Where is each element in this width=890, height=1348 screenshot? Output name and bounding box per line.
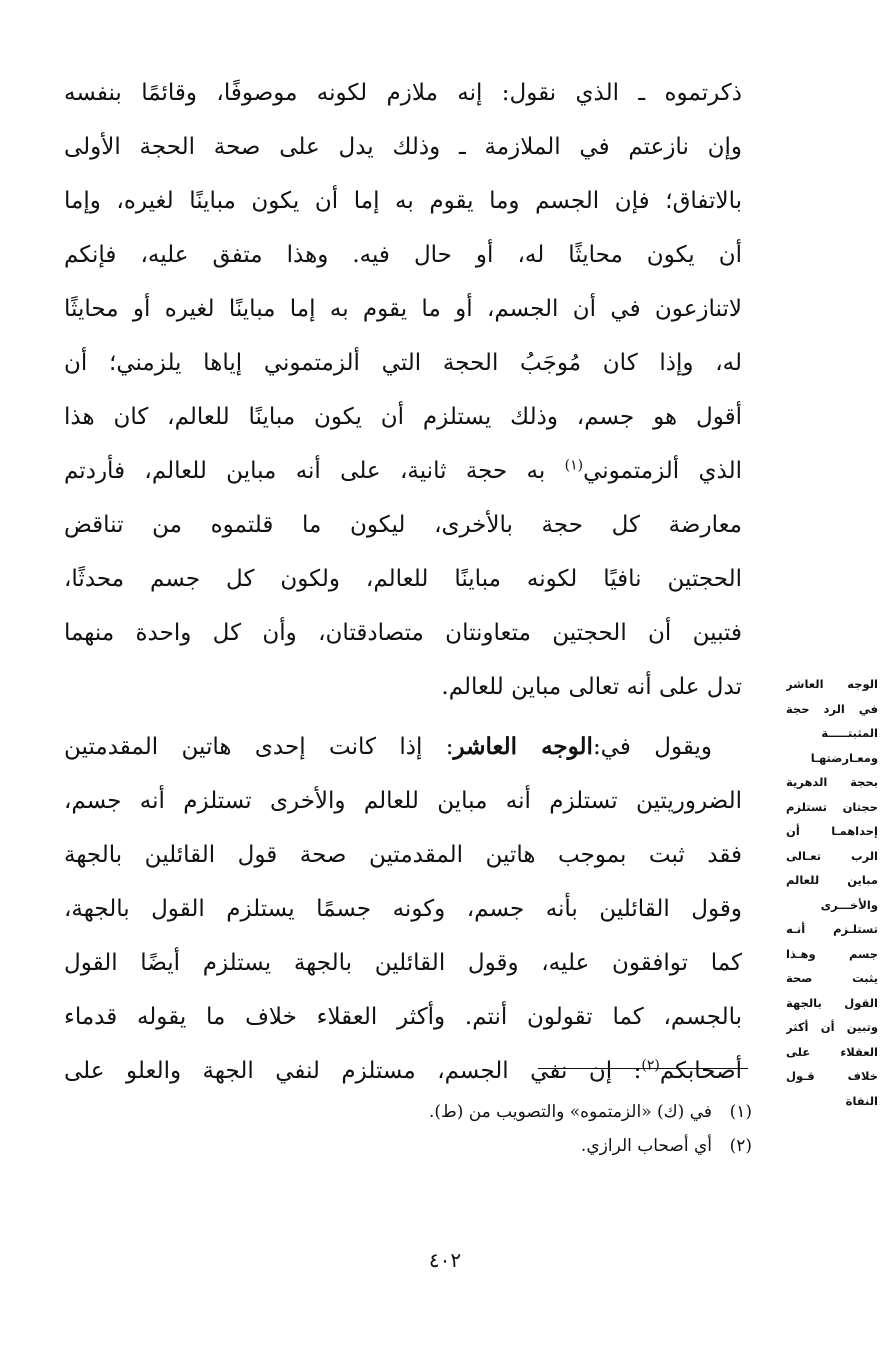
text-line: ذكرتموه ـ الذي نقول: إنه ملازم لكونه موصوفًا، وقائمًا بنفسه (64, 80, 742, 106)
text-line: الحجتين نافيًا لكونه مباينًا للعالم، ولكون كل جسم محدثًا، (64, 566, 742, 592)
text-line: الضروريتين تستلزم أنه مباين للعالم والأخرى تستلزم أنه جسم، (64, 788, 742, 814)
footnote-text: أي أصحاب الرازي. (580, 1136, 712, 1156)
margin-note-line: جسم وهـذا (786, 946, 878, 961)
section-heading: الوجه العاشر (453, 733, 593, 760)
text-line: فقد ثبت بموجب هاتين المقدمتين صحة قول القائلين بالجهة (64, 842, 742, 868)
margin-note-line: في الرد حجة (786, 701, 878, 716)
text-line: أن يكون محايثًا له، أو حال فيه. وهذا متفق عليه، فإنكم (64, 242, 742, 268)
footnote (252, 1100, 752, 1124)
margin-note-line: والأخـــرى (820, 897, 878, 912)
text-line: فتبين أن الحجتين متعاونتان متصادقتان، وأن كل واحدة منهما (64, 620, 742, 646)
margin-note-line: القول بالجهة (786, 995, 878, 1010)
text-line: وإن نازعتم في الملازمة ـ وذلك يدل على صحة الحجة الأولى (64, 134, 742, 160)
text-segment: : إذا كانت إحدى هاتين المقدمتين (64, 734, 454, 760)
text-line: تدل على أنه تعالى مباين للعالم. (441, 674, 742, 700)
text-line: بالاتفاق؛ فإن الجسم وما يقوم به إما أن يكون مباينًا لغيره، وإما (64, 188, 742, 214)
margin-note-line: ومعـارضتهـا (810, 750, 878, 765)
page-number: ٤٠٢ (428, 1248, 462, 1272)
text-line (64, 456, 742, 488)
text-line (64, 732, 742, 764)
footnote-number: (١) (729, 1102, 752, 1122)
text-segment: : إن نفي الجسم، مستلزم لنفي الجهة والعلو على (64, 1058, 642, 1084)
footnote (252, 1134, 752, 1158)
margin-note-line: الوجه العاشر (786, 677, 878, 691)
footnote-ref: (١) (564, 457, 584, 474)
text-segment: ويقول في: (592, 734, 712, 760)
text-segment: به حجة ثانية، على أنه مباين للعالم، فأردتم (64, 458, 546, 484)
text-line: أقول هو جسم، وذلك يستلزم أن يكون مباينًا للعالم، كان هذا (64, 404, 742, 430)
margin-note-line: بحجة الدهرية (786, 775, 878, 789)
margin-note (786, 672, 878, 1113)
text-line: كما توافقون عليه، وقول القائلين بالجهة يستلزم أيضًا القول (64, 950, 742, 976)
text-segment: الذي ألزمتموني (583, 458, 742, 484)
text-line (64, 1056, 742, 1088)
footnote-text: في (ك) «الزمتموه» والتصويب من (ط). (428, 1102, 712, 1122)
text-line: لاتنازعون في أن الجسم، أو ما يقوم به إما مباينًا لغيره أو محايثًا (64, 296, 742, 322)
text-line: وقول القائلين بأنه جسم، وكونه جسمًا يستلزم القول بالجهة، (64, 896, 742, 922)
margin-note-line: خلاف قـول (786, 1069, 878, 1083)
margin-note-line: يثبت صحة (786, 971, 878, 985)
margin-note-line: إحداهمـا أن (786, 824, 878, 838)
text-line: معارضة كل حجة بالأخرى، ليكون ما قلتموه من تناقض (64, 512, 742, 538)
margin-note-line: تستلـزم أنـه (786, 922, 878, 936)
text-segment: أصحابكم (659, 1058, 742, 1084)
text-line: له، وإذا كان مُوجَبُ الحجة التي ألزمتموني إياها يلزمني؛ أن (64, 350, 742, 376)
margin-note-line: العقلاء على (786, 1044, 878, 1059)
margin-note-line: الرب تعـالى (786, 848, 878, 863)
margin-note-line: مباين للعالم (786, 873, 878, 887)
footnote-divider (538, 1068, 748, 1069)
margin-note-line: حجتان تستلزم (786, 799, 878, 814)
text-line: بالجسم، كما تقولون أنتم. وأكثر العقلاء خلاف ما يقوله قدماء (64, 1004, 742, 1030)
margin-note-line: النفاة (845, 1093, 878, 1108)
footnote-ref: (٢) (641, 1057, 660, 1074)
margin-note-line: وتبين أن أكثر (786, 1020, 878, 1034)
margin-note-line: المثبتـــــة (821, 726, 878, 740)
footnote-number: (٢) (729, 1136, 752, 1156)
